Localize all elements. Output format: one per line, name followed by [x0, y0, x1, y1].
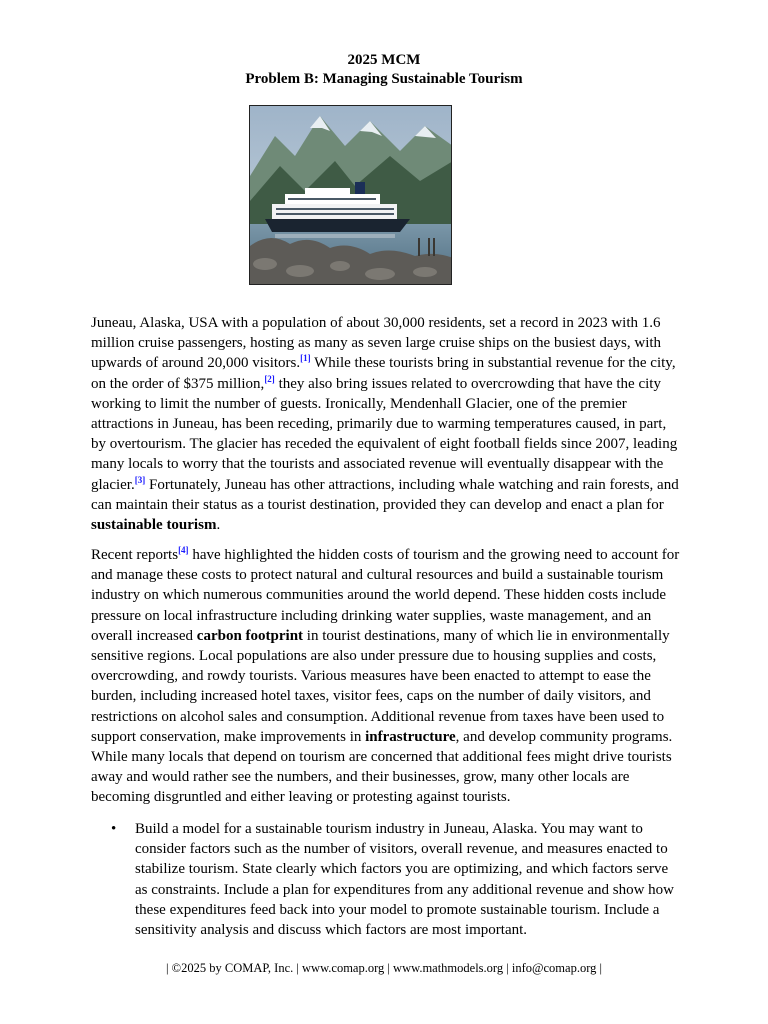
- cruise-ship-photo: [249, 105, 452, 285]
- bullet-marker: •: [111, 821, 117, 837]
- bold-term-sustainable-tourism: sustainable tourism: [91, 517, 217, 534]
- context-paragraph: [91, 545, 681, 808]
- intro-paragraph: [91, 313, 681, 535]
- reference-link-2[interactable]: [2]: [264, 373, 275, 384]
- task-item: [91, 819, 681, 940]
- reference-link-1[interactable]: [1]: [300, 353, 311, 364]
- reference-link-4[interactable]: [4]: [178, 545, 189, 555]
- bold-term-infrastructure: infrastructure: [365, 728, 456, 745]
- paragraph-text: in tourist destinations, many of which lie in environmentally sensitive regions. Local populations are also under pressure due to housing supplies and costs, overcrowding, and rowdy tourists. Various measures have been enacted to attempt to ease the burden, including increased hotel taxes, visitor fees, caps on the number of daily visitors, and restrictions on alcohol sales and consumption. Additional revenue from taxes have been used to support conservation, make improvements in: [91, 627, 670, 745]
- paragraph-text: Fortunately, Juneau has other attractions, including whale watching and rain forests, and can maintain their status as a tourist destination, provided they can develop and enact a plan for: [91, 476, 679, 513]
- paragraph-text: While these tourists bring in substantial revenue for the city, on the order of $375 million,: [91, 355, 676, 392]
- document-year-title: 2025 MCM: [347, 52, 421, 68]
- paragraph-text: Juneau, Alaska, USA with a population of about 30,000 residents, set a record in 2023 with 1.6 million cruise passengers, hosting as many as seven large cruise ships on the busiest days, with upwards of around 20,000 visitors.: [91, 315, 662, 372]
- paragraph-text: , and develop community programs. While many locals that depend on tourism are concerned that additional fees might drive tourists away and would rather see the numbers, and their businesses, grow, many other locals are becoming disgruntled and either leaving or protesting against tourists.: [91, 728, 673, 806]
- paragraph-text: Recent reports: [91, 547, 179, 563]
- paragraph-text: they also bring issues related to overcrowding that have the city working to limit the number of guests. Ironically, Mendenhall Glacier, one of the premier attractions in Juneau, has been receding, primarily due to warming temperatures caused, in part, by overtourism. The glacier has receded the equivalent of eight football fields since 2007, leading many locals to worry that the tourists and associated revenue will eventually disappear with the glacier.: [91, 375, 678, 493]
- task-text: Build a model for a sustainable tourism industry in Juneau, Alaska. You may want to consider factors such as the number of visitors, overall revenue, and measures enacted to stabilize tourism. State clearly which factors you are optimizing, and which factors serve as constraints. Include a plan for expenditures from any additional revenue and show how these expenditures feed back into your model to promote sustainable tourism. Include a sensitivity analysis and discuss which factors are most important.: [135, 821, 675, 939]
- paragraph-text: .: [216, 517, 221, 534]
- problem-title: Problem B: Managing Sustainable Tourism: [245, 71, 523, 87]
- paragraph-text: have highlighted the hidden costs of tourism and the growing need to account for and manage these costs to protect natural and cultural resources and build a sustainable tourism industry on which numerous communities around the world depend. These hidden costs include pressure on local infrastructure including drinking water supplies, waste management, and an overall increased: [91, 547, 680, 644]
- reference-link-3[interactable]: [3]: [134, 474, 146, 485]
- footer-copyright: | ©2025 by COMAP, Inc. | www.comap.org | www.mathmodels.org | info@comap.org |: [165, 961, 603, 975]
- bold-term-carbon-footprint: carbon footprint: [196, 627, 304, 644]
- task-list: [91, 819, 681, 940]
